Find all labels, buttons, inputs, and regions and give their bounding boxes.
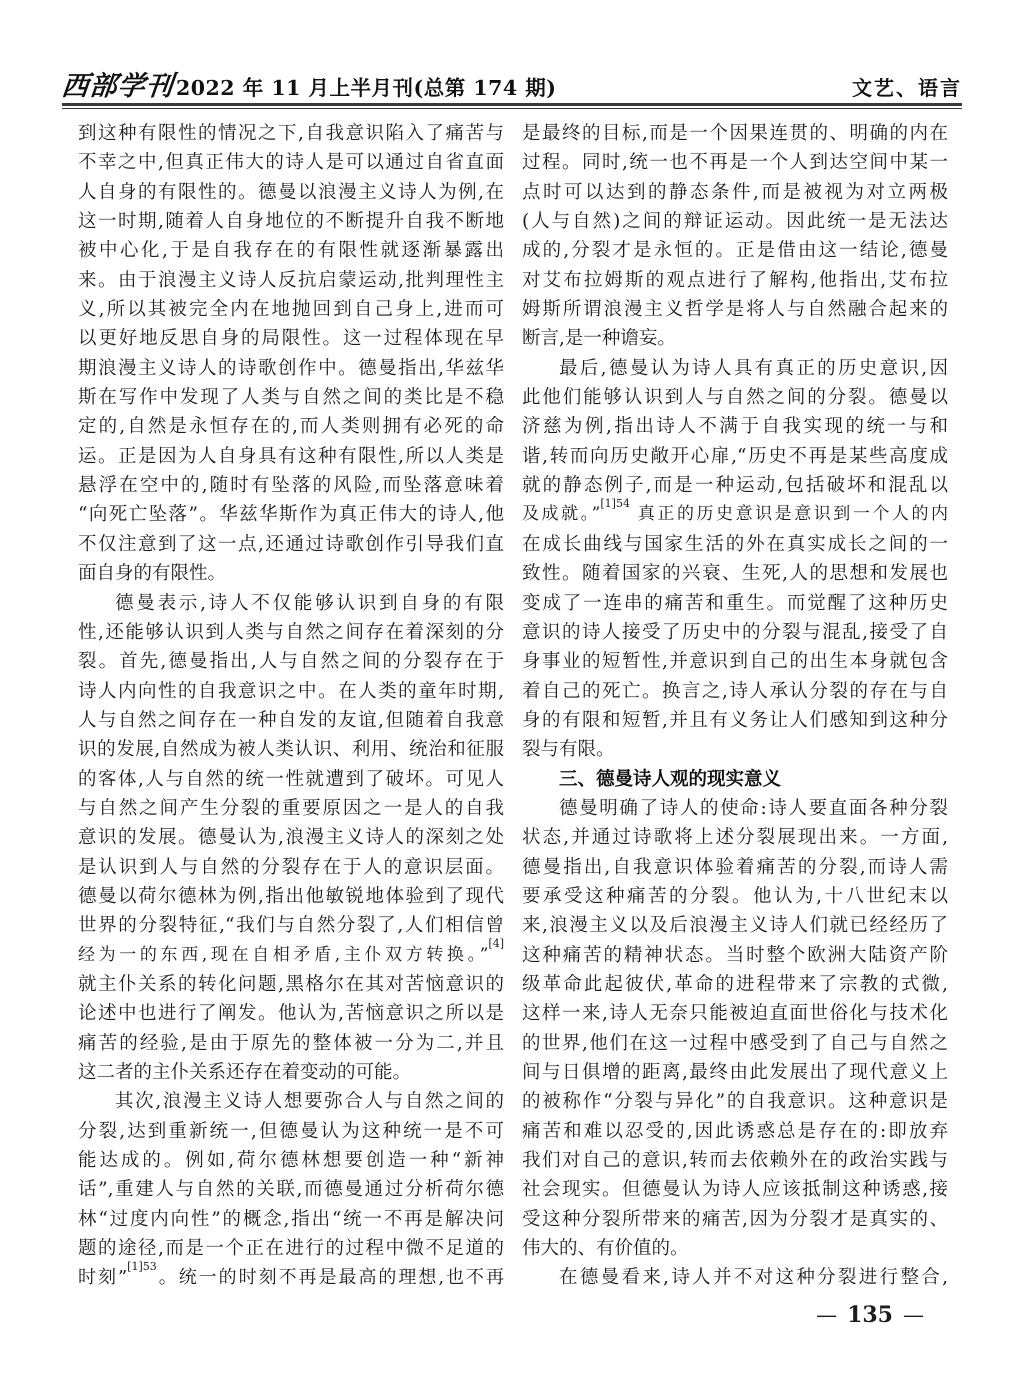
text-line: 与自然之间产生分裂的重要原因之一是人的自我	[78, 797, 504, 819]
text-line: 受这种分裂所带来的痛苦,因为分裂才是真实的、	[522, 1208, 948, 1230]
text-line: 义,所以其被完全内在地抛回到自己身上,进而可	[78, 299, 504, 321]
text-line: 的客体,人与自然的统一性就遭到了破坏。可见人	[78, 768, 504, 790]
text-line: 诗人内向性的自我意识之中。在人类的童年时期,	[78, 680, 504, 702]
text-line: 在德曼看来,诗人并不对这种分裂进行整合,	[559, 1267, 948, 1289]
text-line: 人与自然之间存在一种自发的友谊,但随着自我意	[78, 709, 504, 731]
text-line: 其次,浪漫主义诗人想要弥合人与自然之间的	[115, 1091, 504, 1113]
left-column	[78, 119, 504, 1293]
text-line: 伟大的、有价值的。	[522, 1238, 689, 1260]
text-line: 痛苦和难以忍受的,因此诱惑总是存在的:即放弃	[522, 1120, 948, 1142]
text-line: 以更好地反思自身的局限性。这一过程体现在早	[78, 328, 504, 350]
text-line: 这样一来,诗人无奈只能被迫直面世俗化与技术化	[522, 1003, 948, 1025]
section-heading: 三、德曼诗人观的现实意义	[559, 768, 782, 790]
text-line: 题的途径,而是一个正在进行的过程中微不足道的	[78, 1238, 504, 1260]
text-line: 不仅注意到了这一点,还通过诗歌创作引导我们直	[78, 533, 504, 555]
text-line: 姆斯所谓浪漫主义哲学是将人与自然融合起来的	[522, 299, 948, 321]
text-line: 身的有限和短暂,并且有义务让人们感知到这种分	[522, 709, 948, 731]
text-line: 的被称作“分裂与异化”的自我意识。这种意识是	[522, 1091, 948, 1113]
text-line: 是最终的目标,而是一个因果连贯的、明确的内在	[522, 123, 948, 144]
text-line: 致性。随着国家的兴衰、生死,人的思想和发展也	[522, 563, 948, 585]
text-line: 这一时期,随着人自身地位的不断提升自我不断地	[78, 211, 504, 233]
text-line: 德曼明确了诗人的使命:诗人要直面各种分裂	[559, 797, 948, 819]
issue-info: 2022 年 11 月上半月刊(总第 174 期)	[176, 76, 557, 100]
text-line: 着自己的死亡。换言之,诗人承认分裂的存在与自	[522, 680, 948, 702]
text-line: 到这种有限性的情况之下,自我意识陷入了痛苦与	[78, 123, 504, 144]
text-line: 级革命此起彼伏,革命的进程带来了宗教的式微,	[522, 973, 948, 995]
text-line: 对艾布拉姆斯的观点进行了解构,他指出,艾布拉	[522, 269, 948, 291]
text-line: 此他们能够认识到人与自然之间的分裂。德曼以	[522, 387, 948, 409]
text-line: 变成了一连串的痛苦和重生。而觉醒了这种历史	[522, 592, 948, 614]
text-line: 被中心化,于是自我存在的有限性就逐渐暴露出	[78, 240, 504, 262]
text-line: 就主仆关系的转化问题,黑格尔在其对苦恼意识的	[78, 973, 504, 995]
text-line: 世界的分裂特征,“我们与自然分裂了,人们相信曾	[78, 915, 504, 937]
text-line: 经为一的东西,现在自相矛盾,主仆双方转换。”[4]	[78, 936, 504, 965]
text-line: 成的,分裂才是永恒的。正是借由这一结论,德曼	[522, 240, 948, 262]
citation-superscript: [1]53	[127, 1260, 157, 1274]
text-line: 运。正是因为人自身具有这种有限性,所以人类是	[78, 445, 504, 467]
text-line: 这种痛苦的精神状态。当时整个欧洲大陆资产阶	[522, 944, 948, 966]
text-line: 期浪漫主义诗人的诗歌创作中。德曼指出,华兹华	[78, 357, 504, 379]
text-line: 这二者的主仆关系还存在着变动的可能。	[78, 1062, 412, 1083]
right-column	[522, 119, 948, 1293]
text-line: 林“过度内向性”的概念,指出“统一不再是解决问	[78, 1208, 504, 1230]
text-line: 论述中也进行了阐发。他认为,苦恼意识之所以是	[78, 1003, 504, 1025]
text-line: 裂。首先,德曼指出,人与自然之间的分裂存在于	[78, 651, 504, 673]
text-line: 不幸之中,但真正伟大的诗人是可以通过自省直面	[78, 152, 504, 174]
text-line: 分裂,达到重新统一,但德曼认为这种统一是不可	[78, 1120, 504, 1142]
text-line: 德曼表示,诗人不仅能够认识到自身的有限	[115, 592, 504, 614]
page-footer	[816, 1302, 924, 1328]
text-line: 意识的诗人接受了历史中的分裂与混乱,接受了自	[522, 621, 948, 643]
article-body	[62, 119, 962, 1293]
journal-logo: 西部学刊	[60, 71, 176, 102]
text-line: 话”,重建人与自然的关联,而德曼通过分析荷尔德	[78, 1179, 504, 1201]
text-line: 谐,转而向历史敞开心扉,“历史不再是某些高度成	[522, 445, 948, 467]
citation-superscript: [4]	[488, 936, 504, 950]
text-line: 能达成的。例如,荷尔德林想要创造一种“新神	[78, 1150, 504, 1172]
text-line: 识的发展,自然成为被人类认识、利用、统治和征服	[78, 739, 504, 761]
text-line: 性,还能够认识到人类与自然之间存在着深刻的分	[78, 621, 504, 643]
text-line: 定的,自然是永恒存在的,而人类则拥有必死的命	[78, 416, 504, 438]
text-line: 裂与有限。	[522, 739, 615, 761]
text-line: 人自身的有限性的。德曼以浪漫主义诗人为例,在	[78, 181, 504, 203]
header-divider	[62, 103, 962, 109]
text-line: 我们对自己的意识,转而去依赖外在的政治实践与	[522, 1150, 948, 1172]
text-line: 德曼指出,自我意识体验着痛苦的分裂,而诗人需	[522, 856, 948, 878]
section-label: 文艺、语言	[852, 76, 962, 100]
text-line: 要承受这种痛苦的分裂。他认为,十八世纪末以	[522, 885, 948, 907]
text-line: “向死亡坠落”。华兹华斯作为真正伟大的诗人,他	[78, 504, 504, 526]
text-line: 最后,德曼认为诗人具有真正的历史意识,因	[559, 357, 948, 379]
text-line: 状态,并通过诗歌将上述分裂展现出来。一方面,	[522, 827, 948, 849]
text-line: 身事业的短暂性,并意识到自己的出生本身就包含	[522, 651, 948, 673]
page-number: 135	[847, 1302, 893, 1328]
text-line: 时刻”$^{[1]53}$。统一的时刻不再是最高的理想,也不再	[78, 1260, 504, 1289]
page-dash-left: —	[816, 1303, 838, 1327]
text-line: 就的静态例子,而是一种运动,包括破坏和混乱以	[522, 475, 948, 497]
text-line: 断言,是一种谵妄。	[522, 328, 676, 350]
text-line: 间与日俱增的距离,最终由此发展出了现代意义上	[522, 1062, 948, 1083]
text-line: 德曼以荷尔德林为例,指出他敏锐地体验到了现代	[78, 885, 504, 907]
text-line: 济慈为例,指出诗人不满于自我实现的统一与和	[522, 416, 948, 438]
text-line: 面自身的有限性。	[78, 563, 227, 585]
text-line: 社会现实。但德曼认为诗人应该抵制这种诱惑,接	[522, 1179, 948, 1201]
text-line: 在成长曲线与国家生活的外在真实成长之间的一	[522, 533, 948, 555]
text-line: (人与自然)之间的辩证运动。因此统一是无法达	[522, 211, 948, 233]
citation-superscript: [1]54	[600, 496, 630, 510]
text-line: 痛苦的经验,是由于原先的整体被一分为二,并且	[78, 1032, 504, 1054]
text-line: 是认识到人与自然的分裂存在于人的意识层面。	[78, 856, 504, 878]
text-line: 斯在写作中发现了人类与自然之间的类比是不稳	[78, 387, 504, 409]
header-left	[62, 64, 556, 103]
text-line: 来,浪漫主义以及后浪漫主义诗人们就已经经历了	[522, 915, 948, 937]
text-line: 点时可以达到的静态条件,而是被视为对立两极	[522, 181, 948, 203]
text-line: 的世界,他们在这一过程中感受到了自己与自然之	[522, 1032, 948, 1054]
text-line: 过程。同时,统一也不再是一个人到达空间中某一	[522, 152, 948, 174]
text-line: 来。由于浪漫主义诗人反抗启蒙运动,批判理性主	[78, 269, 504, 291]
text-line: 及成就。”$^{[1]54}$ 真正的历史意识是意识到一个人的内	[522, 496, 948, 525]
page-dash-right: —	[903, 1303, 924, 1327]
text-line: 悬浮在空中的,随时有坠落的风险,而坠落意味着	[78, 475, 504, 497]
text-line: 意识的发展。德曼认为,浪漫主义诗人的深刻之处	[78, 827, 504, 849]
page-header	[62, 64, 962, 100]
